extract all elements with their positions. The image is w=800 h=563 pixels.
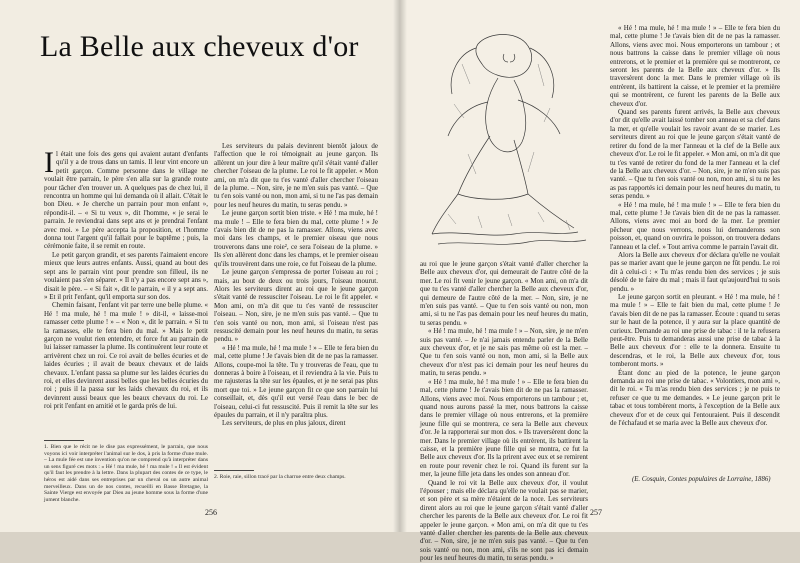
paragraph: Quand le roi vit la Belle aux cheveux d'or, il voulut l'épouser ; mais elle déclara qu'elle ne voulait pas se marier, et son père et sa mère n'étaient de la noce. Les serviteurs dirent alors au roi que le jeune garçon s'était vanté d'aller chercher les parents de la Belle aux cheveux d'or. Le roi fit appeler le jeune garçon. « Mon ami, on m'a dit que tu t'es vanté d'aller chercher les parents de la Belle aux cheveux d'or. – Non, sire, je ne m'en suis pas vanté. – Que tu t'en sois vanté ou non, mon ami, s'ils ne sont pas ici demain pour les neuf heures du matin, tu seras pendu. » xyxy=(420,478,588,563)
source-credit: (E. Cosquin, Contes populaires de Lorraine, 1886) xyxy=(632,476,771,483)
paragraph: au roi que le jeune garçon s'était vanté d'aller chercher la Belle aux cheveux d'or, qui demeurait de l'autre côté de la mer. Le roi fit venir le jeune garçon. « Mon ami, on m'a dit que tu t'es vanté d'aller chercher la Belle aux cheveux d'or, qui demeure de l'autre côté de la mer. – Non, sire, je ne m'en suis pas vanté. – Que tu t'en sois vanté ou non, mon ami, si tu ne l'as pas demain pour les neuf heures du matin, tu seras pendu. » xyxy=(420,260,588,327)
paragraph: « Hé ! ma mule, hé ! ma mule ! » – Elle te fera bien du mal, cette plume ! Je t'avais bien dit de ne pas la ramasser. Allons, viens avec moi. Nous emporterons un tambour ; et, quand nous aurons passé la mer, nous battrons la caisse dans le premier village où nous entrerons, et la première jeune fille qui se montrera, ce sera la Belle aux cheveux d'or. Je la rapporterai sur mon dos. » Ils traversèrent donc la mer. Dans le premier village où ils entrèrent, ils battirent la caisse, et la première jeune fille qui se montra, ce fut la Belle aux cheveux d'or. Ils la prirent avec eux et se remirent en route pour revenir chez le roi. Quand ils furent sur la mer, la jeune fille jeta dans les ondes son anneau d'or. xyxy=(420,377,588,479)
left-page xyxy=(0,0,400,532)
paragraph: Le jeune garçon s'empressa de porter l'oiseau au roi ; mais, au bout de deux ou trois jours, l'oiseau mourut. Alors les serviteurs dirent au roi que le jeune garçon s'était vanté de ressusciter l'oiseau. Le roi le fit appeler. « Mon ami, on m'a dit que tu t'es vanté de ressusciter l'oiseau. – Non, sire, je ne m'en suis pas vanté. – Que tu t'en sois vanté ou non, mon ami, si l'oiseau n'est pas ressuscité demain pour les neuf heures du matin, tu seras pendu. » xyxy=(214,268,378,344)
paragraph: Le petit garçon grandit, et ses parents l'aimaient encore mieux que leurs autres enfants. Aussi, quand au bout des sept ans le parrain vint pour prendre son filleul, ils ne voulaient pas s'en séparer. « Il n'y a pas encore sept ans », disait le père. – « Si fait », dit le parrain, « il y a sept ans. » Et il prit l'enfant, qu'il emporta sur son dos. xyxy=(44,250,208,301)
paragraph: « Hé ! ma mule, hé ! ma mule ! » – Elle te fera bien du mal, cette plume ! Je t'avais bien dit de ne pas la ramasser. Allons, viens avec moi. Nous emporterons un tambour ; et nous battrons la caisse dans le premier village où nous entrerons, et le premier et la première qui se montreront, ce seront les parents de la Belle aux cheveux d'or. » Ils traversèrent donc la mer. Dans le premier village où ils entrèrent, ils battirent la caisse, et le premier et la première qui se montrèrent, ce furent les parents de la Belle aux cheveux d'or. xyxy=(610,24,780,108)
footnote-rule xyxy=(214,470,254,471)
right-page xyxy=(400,0,800,563)
paragraph: Le jeune garçon sortit bien triste. « Hé ! ma mule, hé ! ma mule ! – Elle te fera bien du mal, cette plume ! » Je t'avais bien dit de ne pas la ramasser. Allons, viens avec moi dans les champs, et le premier oiseau que nous trouverons dans une roie², ce sera l'oiseau de la plume. » Ils s'en allèrent donc dans les champs, et le premier oiseau qu'ils trouvèrent dans une roie, ce fut l'oiseau de la plume. xyxy=(214,209,378,268)
footnote-rule xyxy=(44,440,84,441)
page-number-right: 257 xyxy=(590,508,602,517)
paragraph: « Hé ! ma mule, hé ! ma mule ! » – Elle te fera bien du mal, cette plume ! Je t'avais bien dit de ne pas la ramasser. Allons, viens avec moi au bord de la mer. Le premier pêcheur que nous verrons, nous lui demanderons son poisson, et, quand on ouvrira le poisson, on trouvera dedans l'anneau et la clef. » Tout arriva comme le parrain l'avait dit. xyxy=(610,200,780,251)
paragraph: Quand ses parents furent arrivés, la Belle aux cheveux d'or dit qu'elle avait laissé tomber son anneau et sa clef dans la mer, et qu'elle voulait les ravoir avant de se marier. Les serviteurs dirent au roi que le jeune garçon s'était vanté de retirer du fond de la mer l'anneau et la clef de la Belle aux cheveux d'or. Le roi le fit appeler. « Mon ami, on m'a dit que tu t'es vanté de retirer du fond de la mer l'anneau et la clef de la Belle aux cheveux d'or. – Non, sire, je ne m'en suis pas vanté. – Que tu t'en sois vanté ou non, mon ami, si tu ne les as pas rapportés ici demain pour les neuf heures du matin, tu seras pendu. » xyxy=(610,108,780,201)
footnote-2: 2. Roie, raie, sillon tracé par la charrue entre deux champs. xyxy=(214,474,346,480)
left-column-1 xyxy=(44,146,208,433)
paragraph: Les serviteurs, de plus en plus jaloux, dirent xyxy=(222,419,346,428)
story-title: La Belle aux cheveux d'or xyxy=(40,30,359,63)
page-number-left: 256 xyxy=(205,508,217,517)
drop-cap: I xyxy=(44,146,54,179)
left-column-2 xyxy=(214,142,378,438)
paragraph: « Hé ! ma mule, hé ! ma mule ! » – Non, sire, je ne m'en suis pas vanté. – Je n'ai jamais entendu parler de la Belle aux cheveux d'or, et je ne sais pas même où est la mer. – Que tu t'en sois vanté ou non, mon ami, si la Belle aux cheveux d'or n'est pas ici demain pour les neuf heures du matin, tu seras pendu. » xyxy=(420,327,588,378)
paragraph: Chemin faisant, l'enfant vit par terre une belle plume. « Hé ! ma mule, hé ! ma mule ! » dit-il, « laisse-moi ramasser cette plume ! » – « Non », dit le parrain. « Si tu la ramasses, elle te fera bien du mal. » Mais le petit garçon ne voulut rien entendre, et force fut au parrain de lui laisser ramasser la plume. Ils continuèrent leur route et arrivèrent chez un roi. Ce roi avait de belles écuries et de laides écuries ; il avait de beaux chevaux et de laids chevaux. L'enfant passa sa plume sur les laides écuries du roi, et elles devinrent aussi belles que les belles écuries du roi ; puis il la passa sur les laids chevaux du roi, et ils devinrent aussi beaux que les beaux chevaux du roi. Le roi prit l'enfant en amitié et le garda près de lui. xyxy=(44,301,208,411)
right-column-2 xyxy=(610,24,780,472)
paragraph: Le jeune garçon sortit en pleurant. « Hé ! ma mule, hé ! ma mule ! » – Elle te fait bien du mal, cette plume ! Je t'avais bien dit de ne pas la ramasser. Écoute : quand tu seras sur le haut de la potence, il y aura sur la place quantité de curieux. Demande au roi une prise de tabac : il te la refusera peut-être. Puis tu demanderas aussi une prise de tabac à la Belle aux cheveux d'or : elle te la donnera. Ensuite tu descendras, et le roi, la Belle aux cheveux d'or, tous tomberont morts. » xyxy=(610,293,780,369)
paragraph: « Hé ! ma mule, hé ! ma mule ! » – Elle te fera bien du mal, cette plume ! Je t'avais bien dit de ne pas la ramasser. Allons, coupe-moi la tête. Tu y trouveras de l'eau, que tu donneras à boire à l'oiseau, et il reviendra à la vie. Puis tu me rajusteras la tête sur les épaules, et je ne serai pas plus mort que toi. » Le jeune garçon fit ce que son parrain lui conseillait, et, dès qu'il eut versé l'eau dans le bec de l'oiseau, celui-ci fut ressuscité. Puis il remit la tête sur les épaules du parrain, et il n'y paraîtra plus. xyxy=(214,343,378,419)
paragraph: Les serviteurs du palais devinrent bientôt jaloux de l'affection que le roi témoignait au jeune garçon. Ils allèrent un jour dire à leur maître qu'il s'était vanté d'aller chercher l'oiseau de la plume. Le roi le fit appeler. « Mon ami, on m'a dit que tu t'es vanté d'aller chercher l'oiseau de la plume. – Non, sire, je ne m'en suis pas vanté. – Que tu t'en sois vanté ou non, mon ami, si tu ne l'as pas demain pour les neuf heures du matin, tu seras pendu. » xyxy=(214,142,378,209)
mermaid-illustration xyxy=(418,24,592,252)
paragraph: Alors la Belle aux cheveux d'or déclara qu'elle ne voulait pas se marier avant que le jeune garçon ne fût pendu. Le roi dit à celui-ci : « Tu m'as rendu bien des services ; je suis désolé de te faire du mal ; mais il faut qu'aujourd'hui tu sois pendu. » xyxy=(610,250,780,293)
right-column-1 xyxy=(420,260,588,563)
book-gutter xyxy=(393,0,407,532)
paragraph-text: l était une fois des gens qui avaient autant d'enfants qu'il y a de trous dans un tamis. Il leur vint encore un petit garçon. Comme personne dans le village ne voulait être parrain, le père s'en alla sur la grande route pour tâcher d'en trouver un. A quelques pas de chez lui, il rencontra un homme qui lui demanda où il allait. C'était le bon Dieu. « Je cherche un parrain pour mon enfant », répondit-il. – « Si tu veux », dit l'homme, « je serai le parrain. Je reviendrai dans sept ans et je prendrai l'enfant avec moi. » Le père accepta la proposition, et l'homme donna tout l'argent qu'il fallait pour le baptême ; puis, la cérémonie faite, il se remit en route. xyxy=(44,150,208,251)
paragraph: Étant donc au pied de la potence, le jeune garçon demanda au roi une prise de tabac. « Volontiers, mon ami », dit le roi. « Tu m'as rendu bien des services ; je ne puis te refuser ce que tu me demandes. » Le jeune garçon prit le tabac et tous tombèrent morts, à l'exception de la Belle aux cheveux d'or et de ceux qui l'entouraient. Puis il descendit de l'échafaud et se maria avec la Belle aux cheveux d'or. xyxy=(610,368,780,428)
opening-paragraph xyxy=(44,146,208,251)
footnote-1: 1. Bien que le récit ne le dise pas expressément, le parrain, que nous voyons ici voir interpréter l'animal sur le dos, à pris la forme d'une mule. – La mule fée est une invention qu'on ne comprend qu'à interpréter dans un sens figuré ces mots : « Hé ! ma mule, hé ! ma mule ! » Il est évident qu'il faut les prendre à la lettre. Dans la plupart des contes de ce type, le héros est aidé dans ses entreprises par un cheval ou un autre animal merveilleux. Dans un de nos contes, recueilli en Basse Bretagne, la Sainte Vierge est envoyée par Dieu au jeune homme sous la forme d'une jument blanche. xyxy=(44,444,208,503)
